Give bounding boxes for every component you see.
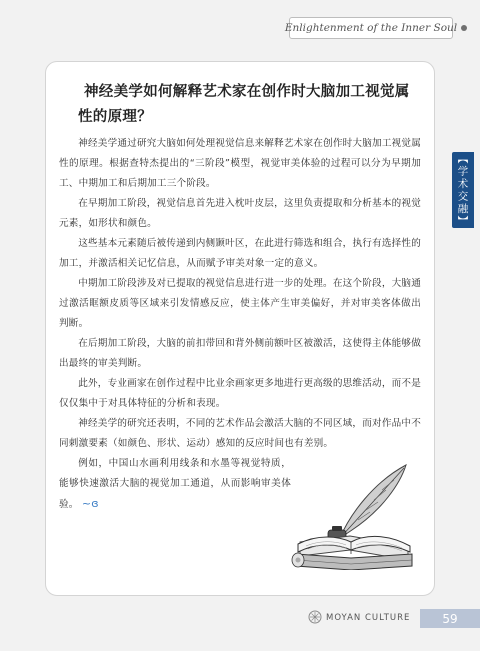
paragraph: 中期加工阶段涉及对已提取的视觉信息进行进一步的处理。在这个阶段，大脑通过激活眶额皮质等区域来引发情感反应，使主体产生审美偏好，并对审美客体做出判断。 (59, 278, 421, 329)
section-tab (452, 152, 474, 228)
paragraph-text: 例如，中国山水画利用线条和水墨等视觉特质，能够快速激活大脑的视觉加工通道，从而影响审美体验。 (59, 458, 291, 510)
article-body (59, 134, 421, 515)
paragraph: 神经美学的研究还表明，不同的艺术作品会激活大脑的不同区域，而对作品中不同刺激要素（如颜色、形状、运动）感知的反应时间也有差别。 (59, 418, 421, 449)
paragraph-last (59, 454, 291, 515)
header-dot-icon (461, 25, 467, 31)
section-tab-label: 【学术交融】 (456, 152, 469, 228)
article-title: 神经美学如何解释艺术家在创作时大脑加工视觉属性的原理？ (78, 84, 410, 125)
swirl-flourish-icon: ~ɞ (81, 497, 99, 510)
paragraph: 在后期加工阶段，大脑的前扣带回和背外侧前额叶区被激活，这使得主体能够做出最终的审美判断。 (59, 338, 421, 369)
paragraph: 这些基本元素随后被传递到内侧颞叶区，在此进行筛选和组合，执行有选择性的加工，并激活相关记忆信息，从而赋予审美对象一定的意义。 (59, 238, 421, 269)
page-number: 59 (420, 609, 480, 628)
moyan-logo-icon (308, 610, 322, 624)
book-quill-inkwell-icon (288, 462, 418, 570)
paragraph: 此外，专业画家在创作过程中比业余画家更多地进行更高级的思维活动，而不是仅仅集中于对具体特征的分析和表现。 (59, 378, 421, 409)
paragraph: 在早期加工阶段，视觉信息首先进入枕叶皮层，这里负责提取和分析基本的视觉元素，如形状和颜色。 (59, 198, 421, 229)
footer-brand: MOYAN CULTURE (326, 613, 411, 623)
header-title: Enlightenment of the Inner Soul (289, 17, 453, 39)
paragraph: 神经美学通过研究大脑如何处理视觉信息来解释艺术家在创作时大脑加工视觉属性的原理。根据查特杰提出的“三阶段”模型，视觉审美体验的过程可以分为早期加工、中期加工和后期加工三个阶段。 (59, 138, 421, 189)
